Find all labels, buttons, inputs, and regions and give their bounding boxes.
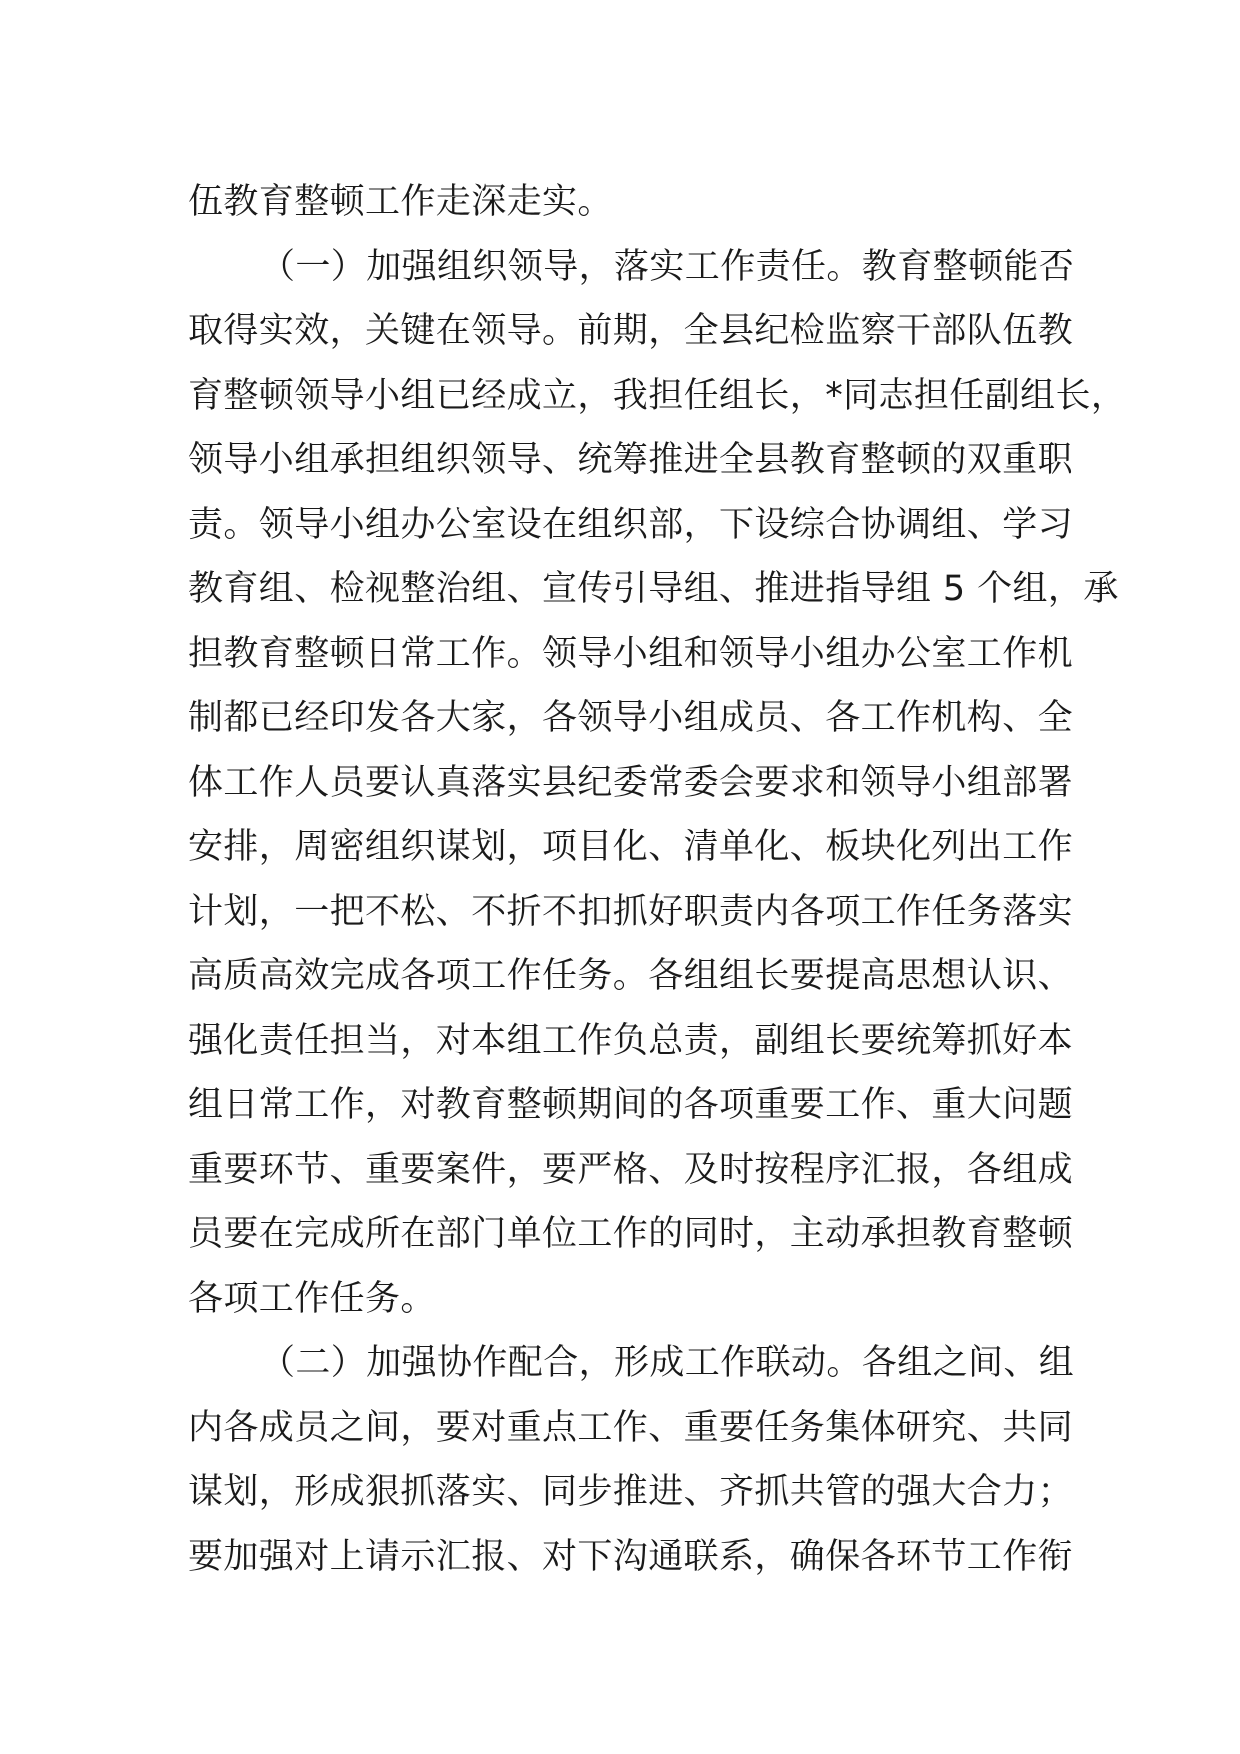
text-line: 领导小组承担组织领导、统筹推进全县教育整顿的双重职 xyxy=(188,440,1074,480)
body-text xyxy=(188,170,1127,1589)
text-line: 教育组、检视整治组、宣传引导组、推进指导组 5 个组，承 xyxy=(188,569,1119,609)
text-line: 体工作人员要认真落实县纪委常委会要求和领导小组部署 xyxy=(188,762,1074,803)
section-heading-line: （一）加强组织领导，落实工作责任。教育整顿能否 xyxy=(260,246,1075,287)
text-line: 担教育整顿日常工作。领导小组和领导小组办公室工作机 xyxy=(188,633,1074,674)
text-line: 育整顿领导小组已经成立，我担任组长，*同志担任副组长， xyxy=(188,375,1127,416)
text-line: 责。领导小组办公室设在组织部，下设综合协调组、学习 xyxy=(188,504,1074,545)
text-line: 取得实效，关键在领导。前期，全县纪检监察干部队伍教 xyxy=(188,311,1074,351)
text-line: 组日常工作，对教育整顿期间的各项重要工作、重大问题 xyxy=(188,1085,1074,1125)
text-line: 制都已经印发各大家，各领导小组成员、各工作机构、全 xyxy=(188,698,1074,738)
text-line: 各项工作任务。 xyxy=(188,1278,436,1319)
text-line: 要加强对上请示汇报、对下沟通联系，确保各环节工作衔 xyxy=(188,1536,1074,1577)
section-heading-line: （二）加强协作配合，形成工作联动。各组之间、组 xyxy=(260,1343,1075,1383)
text-line: 强化责任担当，对本组工作负总责，副组长要统筹抓好本 xyxy=(188,1020,1074,1061)
text-line: 高质高效完成各项工作任务。各组组长要提高思想认识、 xyxy=(188,956,1074,996)
text-line: 员要在完成所在部门单位工作的同时，主动承担教育整顿 xyxy=(188,1214,1074,1254)
text-line: 内各成员之间，要对重点工作、重要任务集体研究、共同 xyxy=(188,1407,1074,1448)
text-line: 谋划，形成狠抓落实、同步推进、齐抓共管的强大合力； xyxy=(188,1472,1074,1512)
text-line: 伍教育整顿工作走深走实。 xyxy=(188,182,613,222)
text-line: 重要环节、重要案件，要严格、及时按程序汇报，各组成 xyxy=(188,1149,1074,1190)
text-line: 安排，周密组织谋划，项目化、清单化、板块化列出工作 xyxy=(188,827,1074,867)
text-line: 计划，一把不松、不折不扣抓好职责内各项工作任务落实 xyxy=(188,891,1074,932)
